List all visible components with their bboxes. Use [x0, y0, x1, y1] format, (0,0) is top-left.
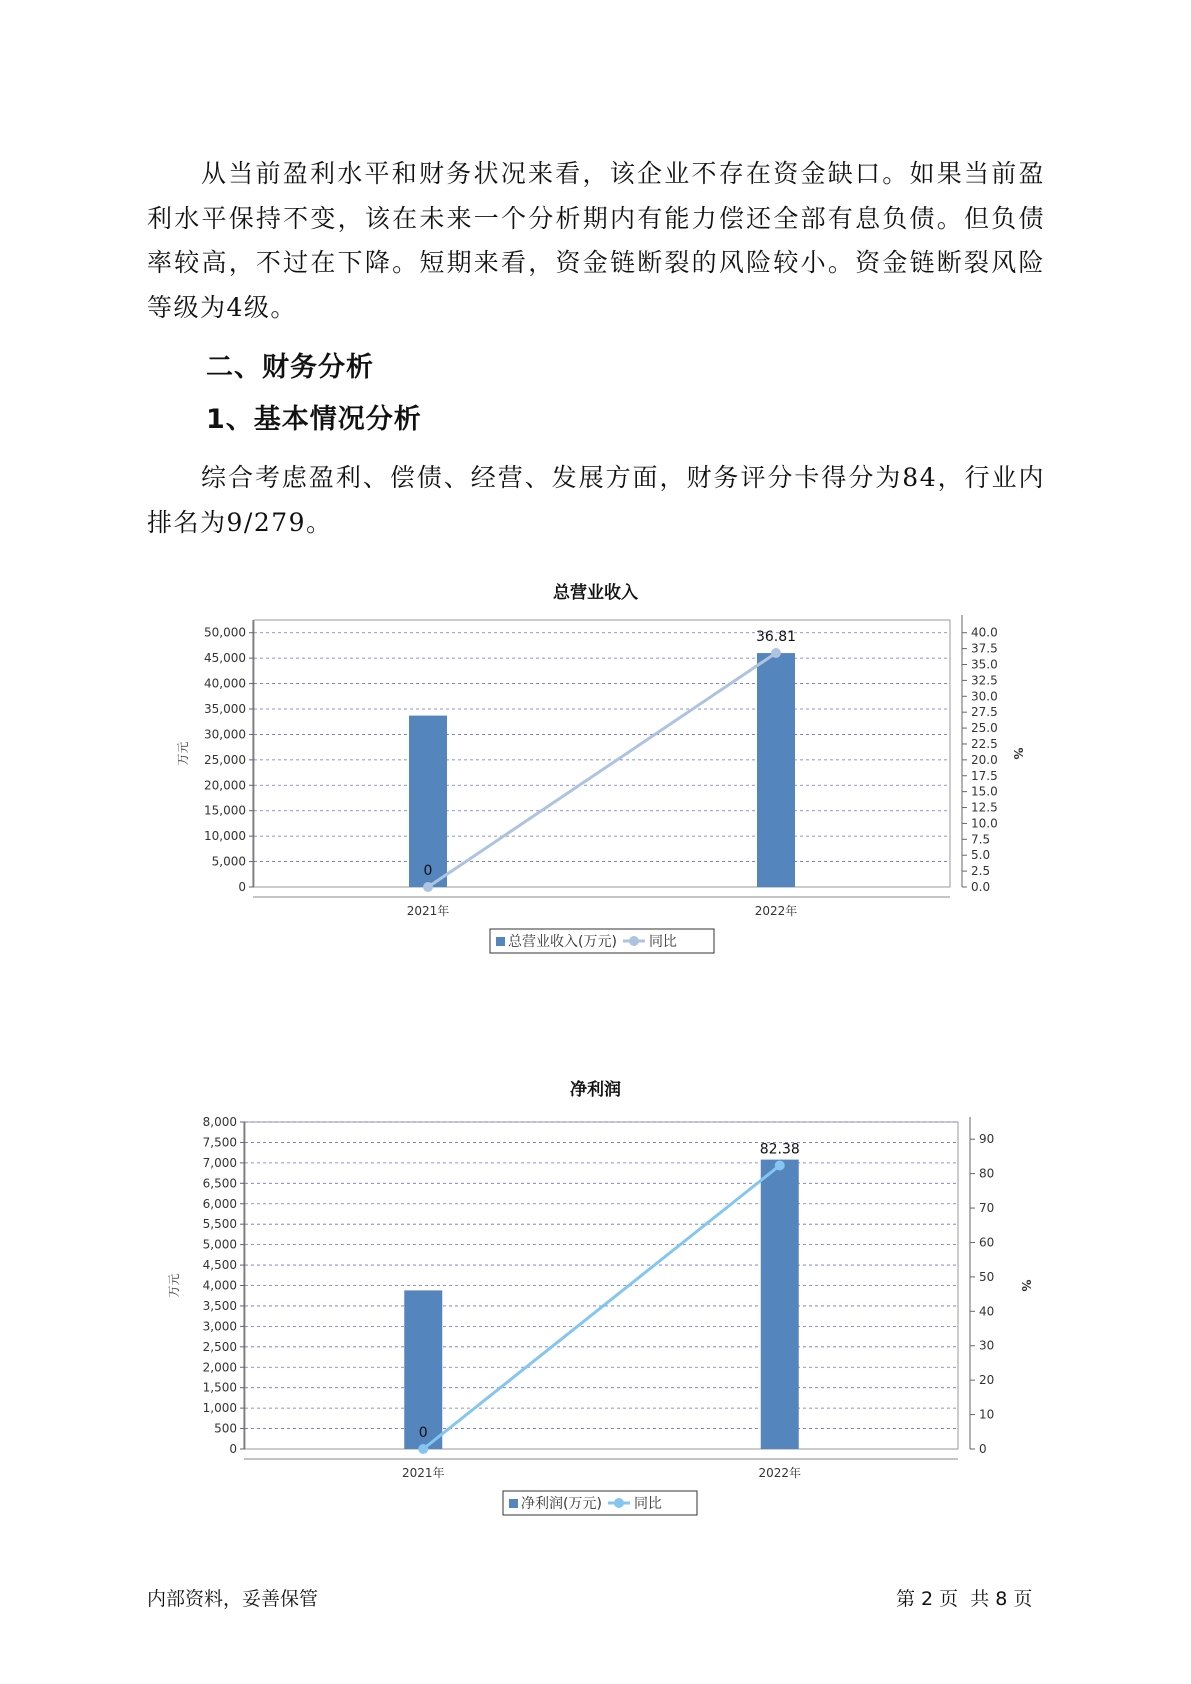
y-right-tick-label: 32.5 [971, 673, 998, 688]
bar [761, 1160, 799, 1449]
y-right-tick-label: 17.5 [971, 768, 998, 783]
y-tick-label: 30,000 [204, 727, 246, 742]
y-tick-label: 25,000 [204, 752, 246, 767]
paragraph-risk-summary: 从当前盈利水平和财务状况来看，该企业不存在资金缺口。如果当前盈利水平保持不变，该在未来一个分析期内有能力偿还全部有息负债。但负债率较高，不过在下降。短期来看，资金链断裂的风险较小。资金链断裂风险等级为4级。 [147, 159, 1045, 322]
y-right-tick-label: 30 [979, 1338, 995, 1353]
y-right-tick-label: 20.0 [971, 752, 998, 767]
y-right-tick-label: 60 [979, 1235, 995, 1250]
y-tick-label: 0 [229, 1442, 237, 1456]
legend-label-bar: 净利润(万元) [521, 1496, 602, 1512]
x-tick-label: 2021年 [406, 904, 450, 918]
subsection-heading-basic-analysis: 1、基本情况分析 [206, 404, 422, 435]
y-axis-title: 万元 [167, 1273, 181, 1298]
y-tick-label: 3,500 [202, 1298, 237, 1313]
y-tick-label: 8,000 [202, 1115, 237, 1129]
y-tick-label: 4,000 [202, 1278, 237, 1293]
y-tick-label: 3,000 [202, 1319, 237, 1334]
y-right-tick-label: 70 [979, 1201, 995, 1216]
legend-bar-swatch [509, 1499, 518, 1508]
y-right-tick-label: 0.0 [971, 880, 991, 894]
data-label: 82.38 [759, 1141, 800, 1158]
footer-page-number: 第 2 页 共 8 页 [896, 1588, 1033, 1610]
y-right-tick-label: 40 [979, 1304, 995, 1319]
y-tick-label: 5,000 [211, 854, 246, 869]
y-right-tick-label: 35.0 [971, 657, 998, 672]
legend-line-marker [614, 1498, 624, 1508]
net-profit-chart [0, 1060, 1191, 1530]
y-right-axis-title: % [1011, 747, 1025, 760]
y-tick-label: 6,500 [202, 1176, 237, 1191]
y-right-tick-label: 5.0 [971, 848, 991, 863]
y-right-tick-label: 2.5 [971, 864, 991, 879]
y-tick-label: 500 [214, 1421, 237, 1436]
y-tick-label: 2,000 [202, 1360, 237, 1375]
y-tick-label: 35,000 [204, 702, 246, 716]
y-right-tick-label: 90 [979, 1132, 995, 1147]
y-tick-label: 50,000 [204, 625, 246, 640]
y-tick-label: 1,500 [202, 1380, 237, 1395]
data-label: 0 [418, 1425, 428, 1441]
chart-title-net-profit: 净利润 [570, 1080, 621, 1100]
y-tick-label: 10,000 [204, 829, 246, 844]
x-tick-label: 2022年 [758, 1466, 802, 1480]
y-right-tick-label: 22.5 [971, 736, 998, 751]
y-right-tick-label: 37.5 [971, 641, 998, 656]
y-tick-label: 2,500 [202, 1339, 237, 1354]
y-axis-title: 万元 [176, 741, 190, 766]
y-right-tick-label: 27.5 [971, 705, 998, 720]
y-tick-label: 5,500 [202, 1217, 237, 1232]
legend-label-line: 同比 [648, 934, 677, 950]
revenue-chart [0, 560, 1191, 1030]
y-right-tick-label: 7.5 [971, 832, 991, 847]
legend-line-marker [629, 936, 639, 946]
y-tick-label: 6,000 [202, 1196, 237, 1211]
data-label: 0 [423, 863, 433, 879]
y-tick-label: 7,000 [202, 1155, 237, 1170]
line-point [775, 1160, 785, 1170]
line-point [423, 882, 433, 892]
y-right-tick-label: 15.0 [971, 784, 998, 799]
x-tick-label: 2022年 [754, 904, 798, 918]
bar [757, 653, 795, 887]
y-tick-label: 7,500 [202, 1135, 237, 1150]
x-tick-label: 2021年 [401, 1466, 445, 1480]
y-right-tick-label: 30.0 [971, 689, 998, 704]
y-tick-label: 20,000 [204, 778, 246, 793]
plot-area [254, 620, 950, 887]
bar [409, 716, 447, 887]
legend-label-bar: 总营业收入(万元) [508, 934, 617, 950]
chart-title-revenue: 总营业收入 [553, 583, 638, 603]
y-right-axis-title: % [1019, 1279, 1033, 1292]
y-tick-label: 40,000 [204, 676, 246, 691]
y-tick-label: 45,000 [204, 651, 246, 666]
y-right-tick-label: 40.0 [971, 625, 998, 640]
y-tick-label: 4,500 [202, 1258, 237, 1273]
y-tick-label: 15,000 [204, 803, 246, 818]
data-label: 36.81 [755, 628, 797, 645]
line-point [771, 648, 781, 658]
y-tick-label: 5,000 [202, 1237, 237, 1252]
y-tick-label: 1,000 [202, 1401, 237, 1416]
y-right-tick-label: 25.0 [971, 721, 998, 736]
y-right-tick-label: 80 [979, 1166, 995, 1181]
y-right-tick-label: 20 [979, 1373, 995, 1388]
paragraph-score-summary: 综合考虑盈利、偿债、经营、发展方面，财务评分卡得分为84，行业内排名为9/279。 [147, 463, 1045, 537]
y-right-tick-label: 10.0 [971, 816, 998, 831]
section-heading-financial-analysis: 二、财务分析 [206, 352, 374, 383]
footer-confidential-note: 内部资料，妥善保管 [147, 1588, 319, 1610]
legend-bar-swatch [496, 937, 505, 946]
y-tick-label: 0 [238, 880, 246, 894]
y-right-tick-label: 10 [979, 1407, 995, 1422]
y-right-tick-label: 50 [979, 1269, 995, 1284]
y-right-tick-label: 0 [979, 1442, 987, 1456]
legend-label-line: 同比 [633, 1496, 662, 1512]
line-point [418, 1444, 428, 1454]
y-right-tick-label: 12.5 [971, 800, 998, 815]
